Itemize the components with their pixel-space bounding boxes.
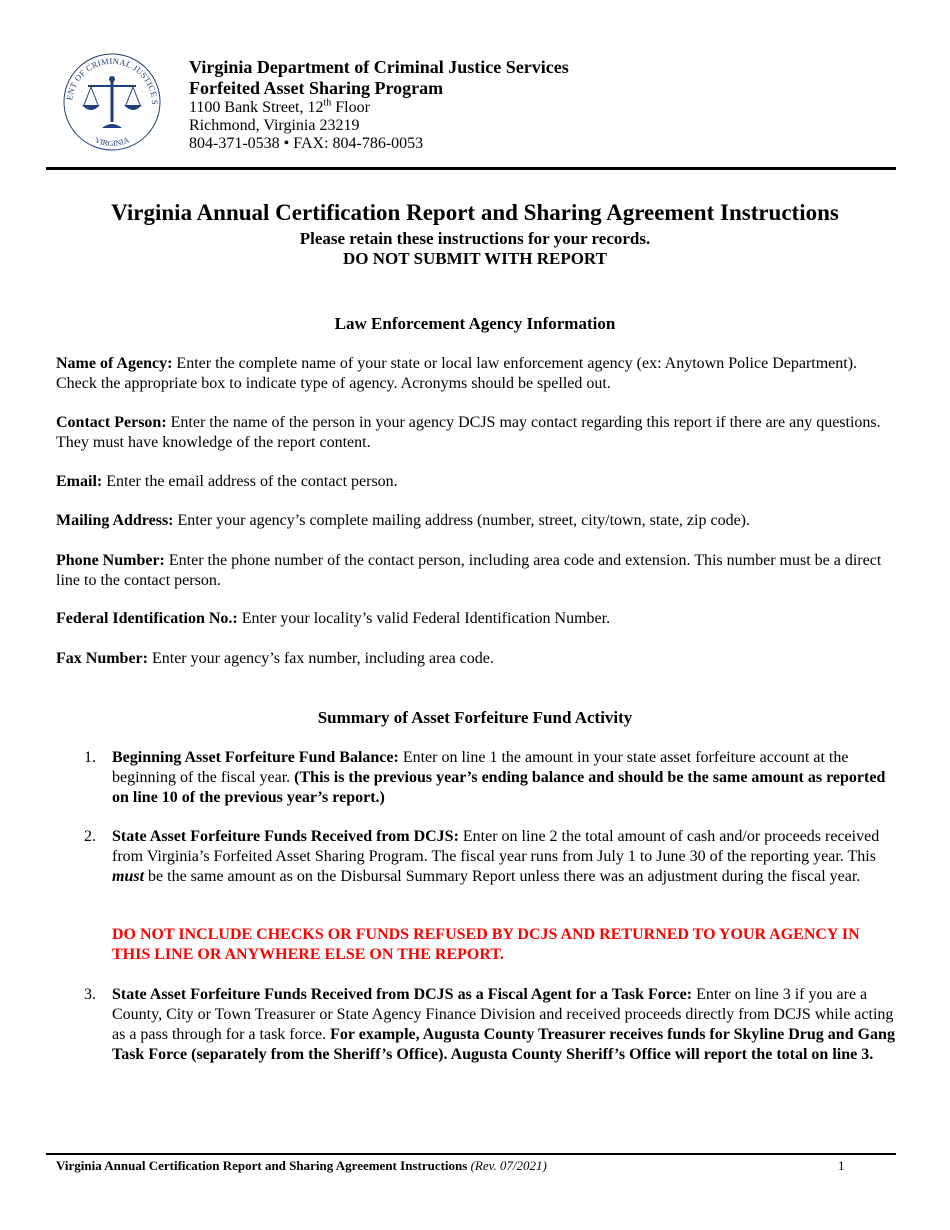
address-line-2: Richmond, Virginia 23219: [189, 117, 360, 134]
field-contact-person: Contact Person: Enter the name of the person in your agency DCJS may contact regarding this report if there are any questions. They must have knowledge of the report content.: [56, 414, 881, 451]
dcjs-seal: [58, 52, 166, 152]
page-title: Virginia Annual Certification Report and Sharing Agreement Instructions: [111, 200, 839, 225]
header-divider: [46, 167, 896, 170]
org-name: Virginia Department of Criminal Justice Services: [189, 57, 569, 77]
program-name: Forfeited Asset Sharing Program: [189, 78, 444, 98]
footer-title: Virginia Annual Certification Report and Sharing Agreement Instructions (Rev. 07/2021): [56, 1158, 547, 1173]
item-number-2: 2.: [84, 828, 96, 845]
section-heading-agency-info: Law Enforcement Agency Information: [334, 314, 616, 333]
footer-divider: [46, 1153, 896, 1155]
page-subtitle: [0, 229, 950, 269]
contact-line: 804-371-0538 • FAX: 804-786-0053: [189, 135, 424, 152]
item-number-3: 3.: [84, 986, 96, 1003]
organization-header: [189, 57, 569, 153]
item-number-1: 1.: [84, 749, 96, 766]
footer-revision: (Rev. 07/2021): [470, 1158, 547, 1173]
scales-of-justice-icon: [82, 76, 142, 128]
field-mailing-address: Mailing Address: Enter your agency’s complete mailing address (number, street, city/town, state, zip code).: [56, 512, 751, 529]
field-name-of-agency: Name of Agency: Enter the complete name of your state or local law enforcement agency (ex: Anytown Police Department). Check the appropriate box to indicate type of agency. Acronyms should be spelled out.: [56, 355, 858, 392]
field-email: Email: Enter the email address of the contact person.: [56, 473, 398, 490]
warning-refused-checks: DO NOT INCLUDE CHECKS OR FUNDS REFUSED BY DCJS AND RETURNED TO YOUR AGENCY IN THIS LINE OR ANYWHERE ELSE ON THE REPORT.: [112, 926, 860, 963]
item-fiscal-agent-funds: State Asset Forfeiture Funds Received from DCJS as a Fiscal Agent for a Task Force: Enter on line 3 if you are a County, City or Town Treasurer or State Agency Finance Division and received proceeds directly from DCJS while acting as a pass through for a task force. For example, Augusta County Treasurer receives funds for Skyline Drug and Gang Task Force (separately from the Sheriff’s Office). Augusta County Sheriff’s Office will report the total on line 3.: [112, 986, 895, 1063]
field-federal-id: Federal Identification No.: Enter your locality’s valid Federal Identification Number.: [56, 610, 611, 627]
field-phone-number: Phone Number: Enter the phone number of the contact person, including area code and extension. This number must be a direct line to the contact person.: [56, 552, 882, 589]
seal-text-bottom: VIRGINIA: [93, 135, 131, 149]
item-funds-received: State Asset Forfeiture Funds Received from DCJS: Enter on line 2 the total amount of cash and/or proceeds received from Virginia’s Forfeited Asset Sharing Program. The fiscal year runs from July 1 to June 30 of the reporting year. This must be the same amount as on the Disbursal Summary Report unless there was an adjustment during the fiscal year.: [112, 828, 880, 885]
field-fax-number: Fax Number: Enter your agency’s fax number, including area code.: [56, 650, 494, 667]
section-heading-fund-activity: Summary of Asset Forfeiture Fund Activity: [317, 708, 633, 727]
subtitle-do-not-submit: DO NOT SUBMIT WITH REPORT: [343, 249, 607, 268]
page-number: 1: [838, 1158, 845, 1173]
subtitle-retain: Please retain these instructions for your records.: [299, 229, 651, 248]
seal-graphic: [58, 52, 166, 152]
item-beginning-balance: Beginning Asset Forfeiture Fund Balance: Enter on line 1 the amount in your state asset forfeiture account at the beginning of the fiscal year. (This is the previous year’s ending balance and should be the same amount as reported on line 10 of the previous year’s report.): [112, 749, 886, 806]
address-line-1: 1100 Bank Street, 12th Floor: [189, 97, 370, 116]
seal-text-top: ENT OF CRIMINAL JUSTICE S: [64, 55, 161, 106]
